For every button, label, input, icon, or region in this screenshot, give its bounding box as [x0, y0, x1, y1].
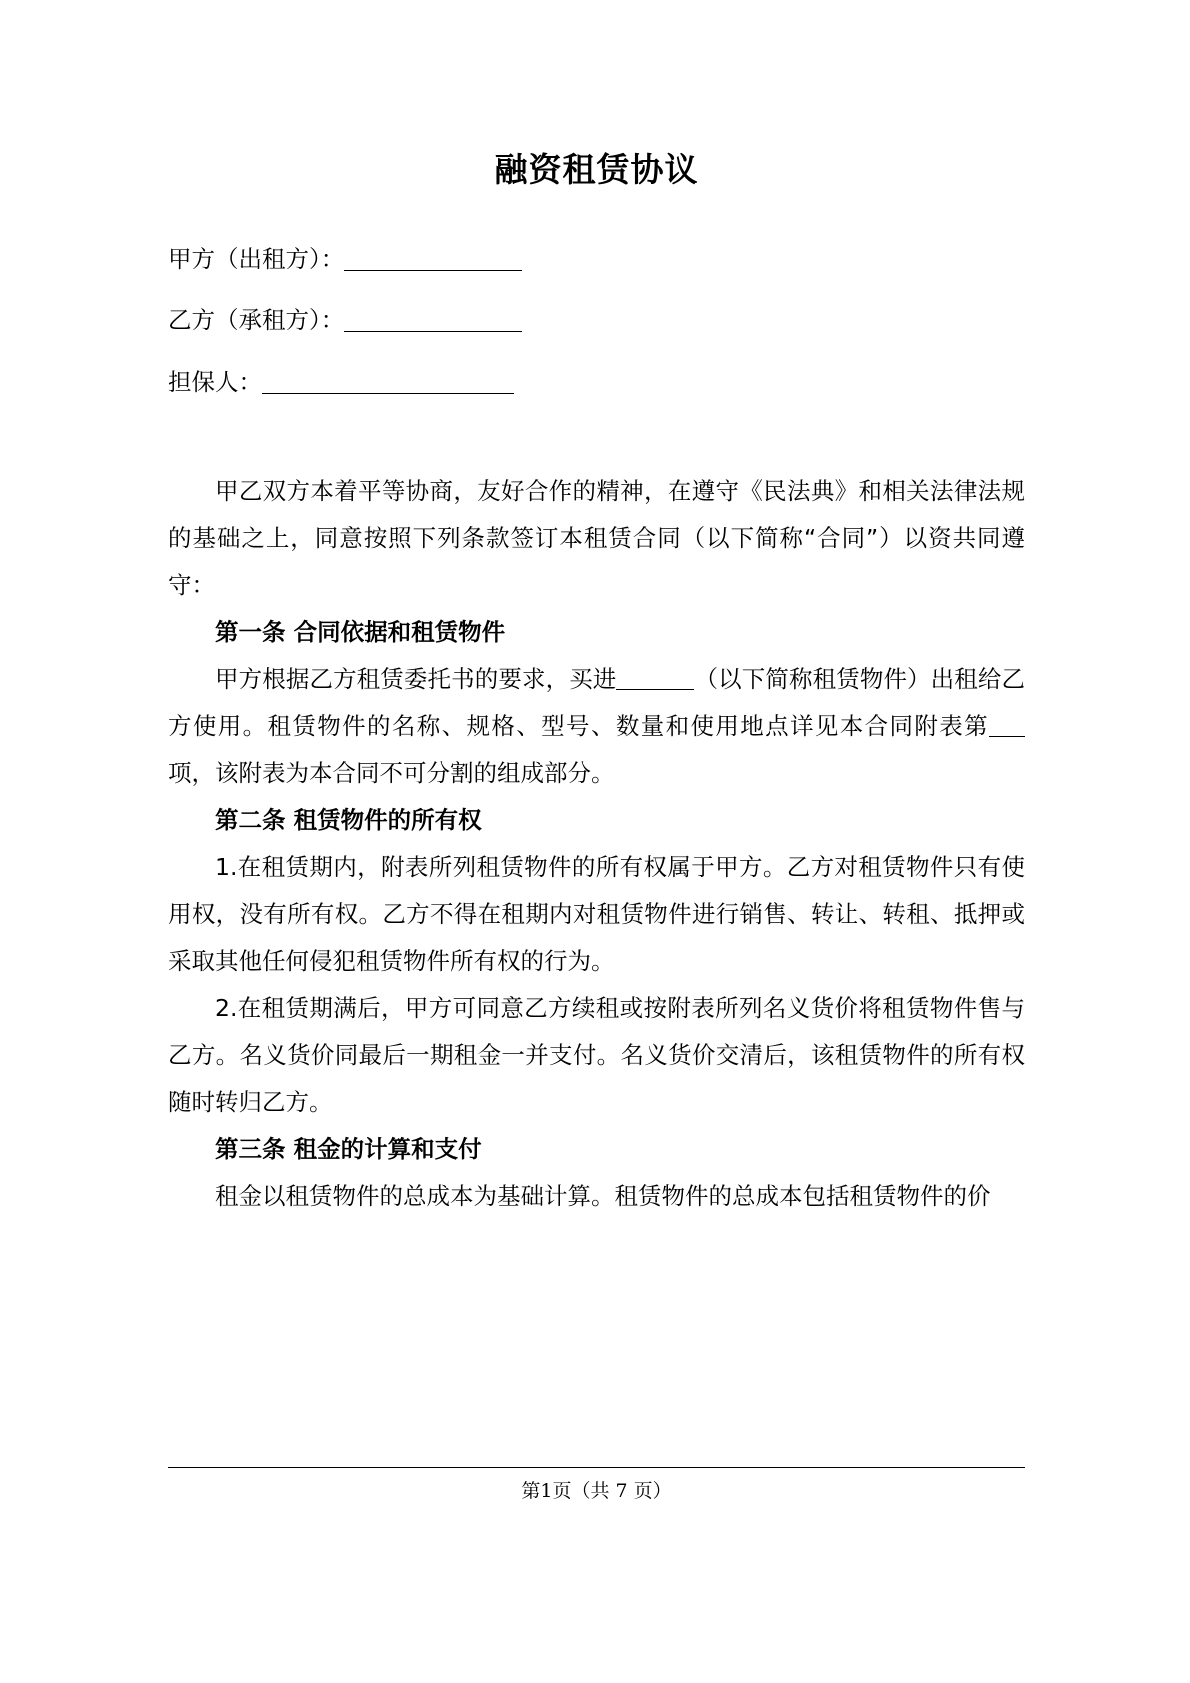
- section-heading: 第二条 租赁物件的所有权: [215, 806, 482, 835]
- page-number: 第1页（共 7 页）: [521, 1480, 672, 1503]
- spacer: [168, 432, 1025, 468]
- footer-divider: [168, 1467, 1025, 1468]
- fill-in-blank[interactable]: [989, 718, 1025, 737]
- paragraph-text: （以下简称租赁物件）出租给乙方使用。租赁物件的名称、规格、型号、数量和使用地点详见本合同附表第: [168, 665, 1026, 741]
- page-footer: [168, 1467, 1025, 1505]
- paragraph-text: 2.在租赁期满后，甲方可同意乙方续租或按附表所列名义货价将租赁物件售与乙方。名义货价同最后一期租金一并支付。名义货价交清后，该租赁物件的所有权随时转归乙方。: [168, 994, 1025, 1117]
- paragraph-text: 项，该附表为本合同不可分割的组成部分。: [168, 759, 615, 788]
- page-title: 融资租赁协议: [494, 150, 699, 189]
- party-field-party-b-lessee: [168, 306, 1025, 335]
- party-field-guarantor: [168, 367, 1025, 396]
- sections-container: [168, 609, 1025, 1220]
- section-paragraph: [168, 1173, 1025, 1220]
- preamble-paragraph: 甲乙双方本着平等协商，友好合作的精神，在遵守《民法典》和相关法律法规的基础之上，同意按照下列条款签订本租赁合同（以下简称“合同”）以资共同遵守：: [168, 477, 1025, 600]
- party-label: 甲方（出租方）：: [168, 244, 345, 273]
- fill-in-blank[interactable]: [344, 311, 522, 332]
- section-paragraph: [168, 656, 1025, 797]
- party-fields: [168, 244, 1025, 396]
- section-heading: 第一条 合同依据和租赁物件: [215, 618, 506, 647]
- party-label: 乙方（承租方）：: [168, 306, 345, 335]
- section-heading: 第三条 租金的计算和支付: [215, 1135, 482, 1164]
- party-field-party-a-lessor: [168, 244, 1025, 273]
- paragraph-text: 1.在租赁期内，附表所列租赁物件的所有权属于甲方。乙方对租赁物件只有使用权，没有所有权。乙方不得在租期内对租赁物件进行销售、转让、转租、抵押或采取其他任何侵犯租赁物件所有权的行为。: [168, 853, 1025, 976]
- fill-in-blank[interactable]: [344, 250, 522, 271]
- fill-in-blank[interactable]: [616, 671, 694, 690]
- paragraph-text: 租金以租赁物件的总成本为基础计算。租赁物件的总成本包括租赁物件的价: [215, 1182, 991, 1211]
- fill-in-blank[interactable]: [262, 373, 514, 394]
- paragraph-text: 甲方根据乙方租赁委托书的要求，买进: [215, 665, 617, 694]
- party-label: 担保人：: [168, 367, 262, 396]
- section-paragraph: [168, 844, 1025, 985]
- section-paragraph: [168, 985, 1025, 1126]
